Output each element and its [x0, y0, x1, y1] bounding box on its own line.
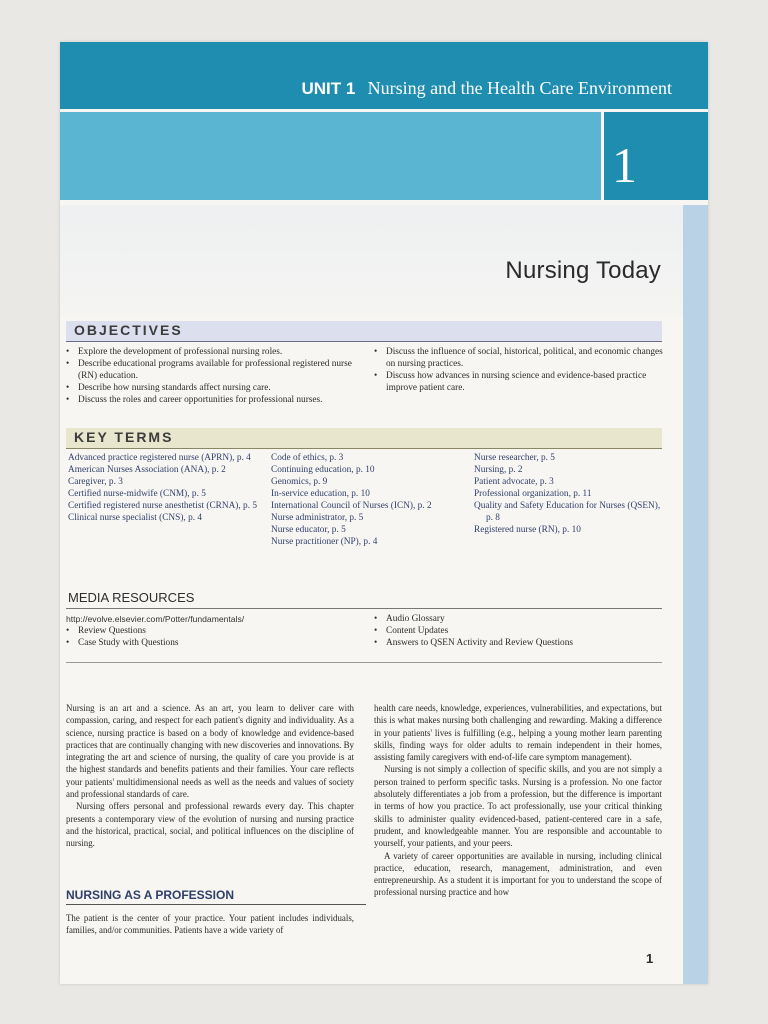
- key-term-item: Quality and Safety Education for Nurses (QSEN), p. 8: [474, 501, 661, 523]
- body-left-column: [66, 702, 354, 850]
- key-term-item: Clinical nurse specialist (CNS), p. 4: [68, 513, 203, 523]
- media-resources-heading: MEDIA RESOURCES: [66, 590, 662, 609]
- key-term-item: Certified nurse-midwife (CNM), p. 5: [68, 489, 206, 499]
- body-left-continued: [66, 912, 354, 937]
- media-resource-item: • Case Study with Questions: [66, 637, 362, 649]
- objective-item: • Discuss the roles and career opportunities for professional nurses.: [66, 394, 362, 406]
- unit-banner: [60, 42, 708, 109]
- body-right-column: [374, 702, 662, 899]
- unit-heading: [301, 78, 672, 99]
- chapter-banner: [60, 112, 601, 200]
- objective-item: • Explore the development of professional nursing roles.: [66, 346, 362, 358]
- key-term-item: Registered nurse (RN), p. 10: [474, 525, 581, 535]
- unit-title: Nursing and the Health Care Environment: [367, 78, 672, 98]
- objectives-right: [374, 346, 666, 394]
- key-term-item: In-service education, p. 10: [271, 489, 370, 499]
- key-terms-col-3: [474, 452, 664, 536]
- key-term-item: Certified registered nurse anesthetist (CRNA), p. 5: [68, 501, 257, 511]
- key-term-item: Continuing education, p. 10: [271, 465, 375, 475]
- chapter-title: Nursing Today: [505, 257, 661, 284]
- page-number: 1: [646, 951, 654, 966]
- key-term-item: Nurse educator, p. 5: [271, 525, 346, 535]
- body-paragraph: health care needs, knowledge, experiences, vulnerabilities, and expectations, but this is what makes nursing both challenging and rewarding. Making a difference in your patients' lives is fulfilling (e.g., helping a young mother learn parenting skills, finding ways for older adults to remain independent in their homes, assisting family caregivers with end-of-life care symptom management).: [374, 703, 662, 763]
- body-paragraph: A variety of career opportunities are available in nursing, including clinical practice, education, research, management, administration, and even entrepreneurship. As a student it is important for you to understand the scope of professional nursing practice and how: [374, 850, 662, 898]
- evolve-url-link[interactable]: http://evolve.elsevier.com/Potter/fundamentals/: [66, 614, 245, 624]
- chapter-number: 1: [612, 137, 637, 193]
- section-heading: NURSING AS A PROFESSION: [66, 888, 366, 905]
- media-divider: [66, 662, 662, 663]
- media-left: [66, 613, 362, 649]
- media-resource-item: • Answers to QSEN Activity and Review Questions: [374, 637, 666, 649]
- key-term-item: Professional organization, p. 11: [474, 489, 592, 499]
- objective-item: • Discuss how advances in nursing science and evidence-based practice improve patient care.: [374, 370, 666, 394]
- key-terms-heading: KEY TERMS: [66, 428, 662, 449]
- objective-item: • Discuss the influence of social, historical, political, and economic changes on nursing practices.: [374, 346, 666, 370]
- key-term-item: Nurse administrator, p. 5: [271, 513, 364, 523]
- media-resource-item: • Audio Glossary: [374, 613, 666, 625]
- key-term-item: American Nurses Association (ANA), p. 2: [68, 465, 226, 475]
- key-terms-col-1: [68, 452, 264, 524]
- media-right: [374, 613, 666, 649]
- key-term-item: Nurse researcher, p. 5: [474, 453, 555, 463]
- chapter-number-box: [604, 112, 708, 200]
- media-resource-item: • Review Questions: [66, 625, 362, 637]
- key-term-item: Genomics, p. 9: [271, 477, 328, 487]
- media-resource-item: • Content Updates: [374, 625, 666, 637]
- objective-item: • Describe how nursing standards affect nursing care.: [66, 382, 362, 394]
- body-paragraph: The patient is the center of your practice. Your patient includes individuals, families, and/or communities. Patients have a wide variety of: [66, 913, 354, 936]
- body-paragraph: Nursing is not simply a collection of specific skills, and you are not simply a person trained to perform specific tasks. Nursing is a profession. No one factor absolutely differentiates a job from a profession, but the difference is important in terms of how you practice. To act professionally, use your critical thinking skills to administer quality evidenced-based, patient-centered care in a safe, prudent, and knowledgeable manner. You are responsible and accountable to yourself, your patients, and your peers.: [374, 764, 662, 849]
- body-paragraph: Nursing offers personal and professional rewards every day. This chapter presents a contemporary view of the evolution of nursing and nursing practice and the historical, practical, social, and political influences on the discipline of nursing.: [66, 801, 354, 849]
- key-terms-col-2: [271, 452, 467, 548]
- objective-item: • Describe educational programs available for professional registered nurse (RN) education.: [66, 358, 362, 382]
- objectives-left: [66, 346, 362, 406]
- key-term-item: Advanced practice registered nurse (APRN), p. 4: [68, 453, 251, 463]
- key-term-item: Nursing, p. 2: [474, 465, 523, 475]
- unit-number: UNIT 1: [301, 79, 356, 98]
- key-term-item: International Council of Nurses (ICN), p. 2: [271, 501, 432, 511]
- key-term-item: Patient advocate, p. 3: [474, 477, 554, 487]
- key-term-item: Code of ethics, p. 3: [271, 453, 344, 463]
- key-term-item: Nurse practitioner (NP), p. 4: [271, 537, 378, 547]
- objectives-heading: OBJECTIVES: [66, 321, 662, 342]
- key-term-item: Caregiver, p. 3: [68, 477, 123, 487]
- page-edge-strip: [683, 205, 708, 984]
- body-paragraph: Nursing is an art and a science. As an art, you learn to deliver care with compassion, caring, and respect for each patient's dignity and individuality. As a science, nursing practice is based on a body of knowledge and evidence-based practices that are continually changing with new discoveries and innovations. By integrating the art and science of nursing, the quality of care you provide is at the highest standards and benefits patients and their families. Your care reflects your patients' multidimensional needs as well as the needs and values of society and professional standards of care.: [66, 703, 354, 800]
